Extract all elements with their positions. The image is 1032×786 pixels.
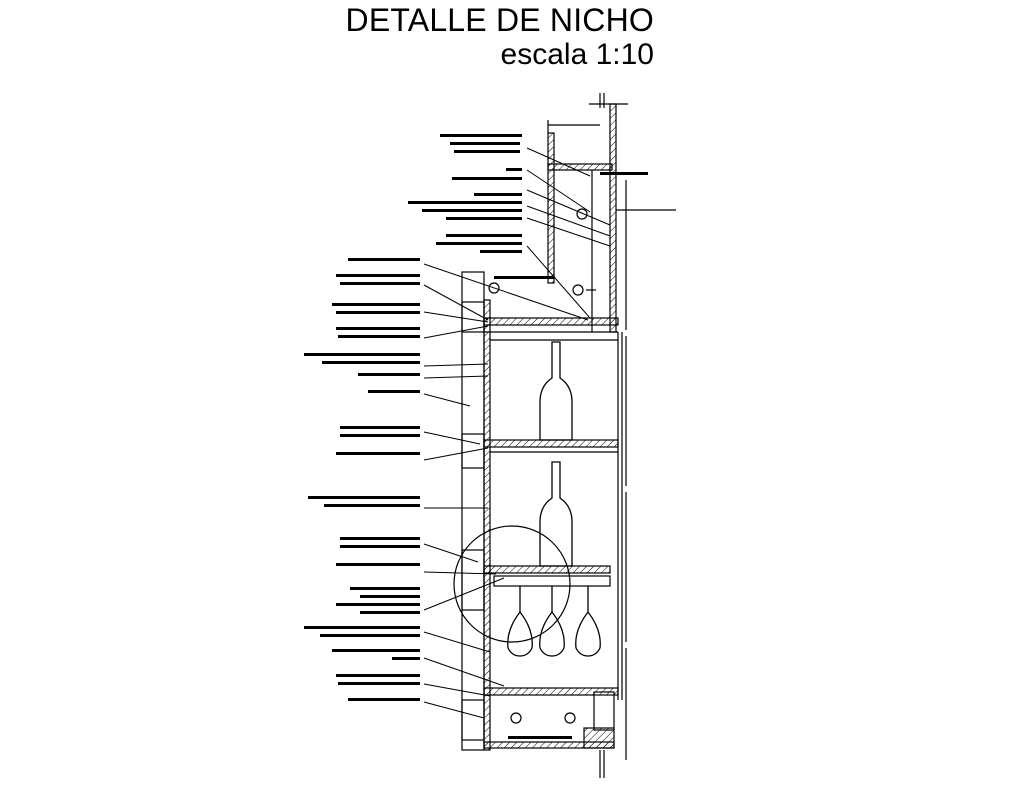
annotation-leaders (424, 148, 610, 718)
wine-bottle-lower-icon (540, 462, 572, 566)
drawing-title: DETALLE DE NICHO (345, 2, 654, 38)
wine-glasses-icon (508, 586, 601, 656)
wine-bottle-upper-icon (540, 342, 572, 440)
drawing-scale: escala 1:10 (500, 38, 654, 71)
niche-cabinet (454, 272, 622, 778)
ceiling-structure (548, 93, 676, 760)
